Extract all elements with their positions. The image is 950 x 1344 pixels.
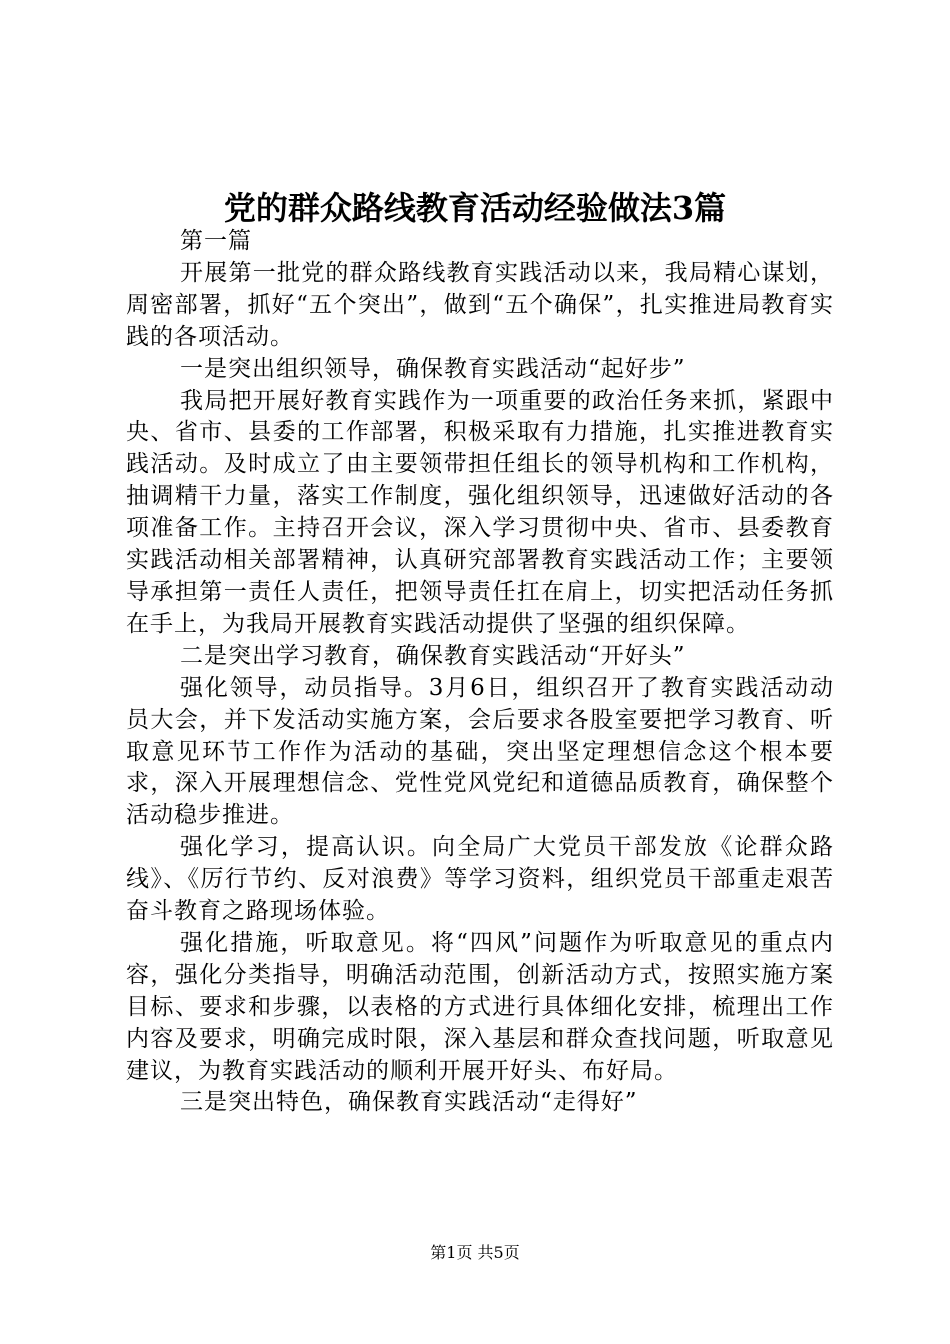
- subheading: 二是突出学习教育，确保教育实践活动“开好头”: [180, 642, 686, 669]
- page-footer: 第1页 共5页: [430, 1243, 520, 1262]
- paragraph: 强化措施，听取意见。将“四风”问题作为听取意见的重点内容，强化分类指导，明确活动范围，创新活动方式，按照实施方案目标、要求和步骤，以表格的方式进行具体细化安排，梳理出工作内容及要求，明确完成时限，深入基层和群众查找问题，听取意见建议，为教育实践活动的顺利开展开好头、布好局。: [126, 929, 834, 1084]
- subheading: 三是突出特色，确保教育实践活动“走得好”: [180, 1089, 638, 1116]
- paragraph: 强化学习，提高认识。向全局广大党员干部发放《论群众路线》、《厉行节约、反对浪费》等学习资料，组织党员干部重走艰苦奋斗教育之路现场体验。: [126, 834, 834, 925]
- subheading: 一是突出组织领导，确保教育实践活动“起好步”: [180, 355, 686, 382]
- page-title: 党的群众路线教育活动经验做法3篇: [223, 189, 727, 227]
- paragraph: 我局把开展好教育实践作为一项重要的政治任务来抓，紧跟中央、省市、县委的工作部署，积极采取有力措施，扎实推进教育实践活动。及时成立了由主要领带担任组长的领导机构和工作机构，抽调精干力量，落实工作制度，强化组织领导，迅速做好活动的各项准备工作。主持召开会议，深入学习贯彻中央、省市、县委教育实践活动相关部署精神，认真研究部署教育实践活动工作；主要领导承担第一责任人责任，把领导责任扛在肩上，切实把活动任务抓在手上，为我局开展教育实践活动提供了坚强的组织保障。: [126, 387, 834, 637]
- paragraph: 强化领导，动员指导。3月6日，组织召开了教育实践活动动员大会，并下发活动实施方案，会后要求各股室要把学习教育、听取意见环节工作作为活动的基础，突出坚定理想信念这个根本要求，深入开展理想信念、党性党风党纪和道德品质教育，确保整个活动稳步推进。: [126, 674, 834, 829]
- document-body: [126, 226, 834, 1119]
- paragraph: 开展第一批党的群众路线教育实践活动以来，我局精心谋划，周密部署，抓好“五个突出”，做到“五个确保”，扎实推进局教育实践的各项活动。: [126, 259, 834, 350]
- section-heading: 第一篇: [180, 228, 253, 254]
